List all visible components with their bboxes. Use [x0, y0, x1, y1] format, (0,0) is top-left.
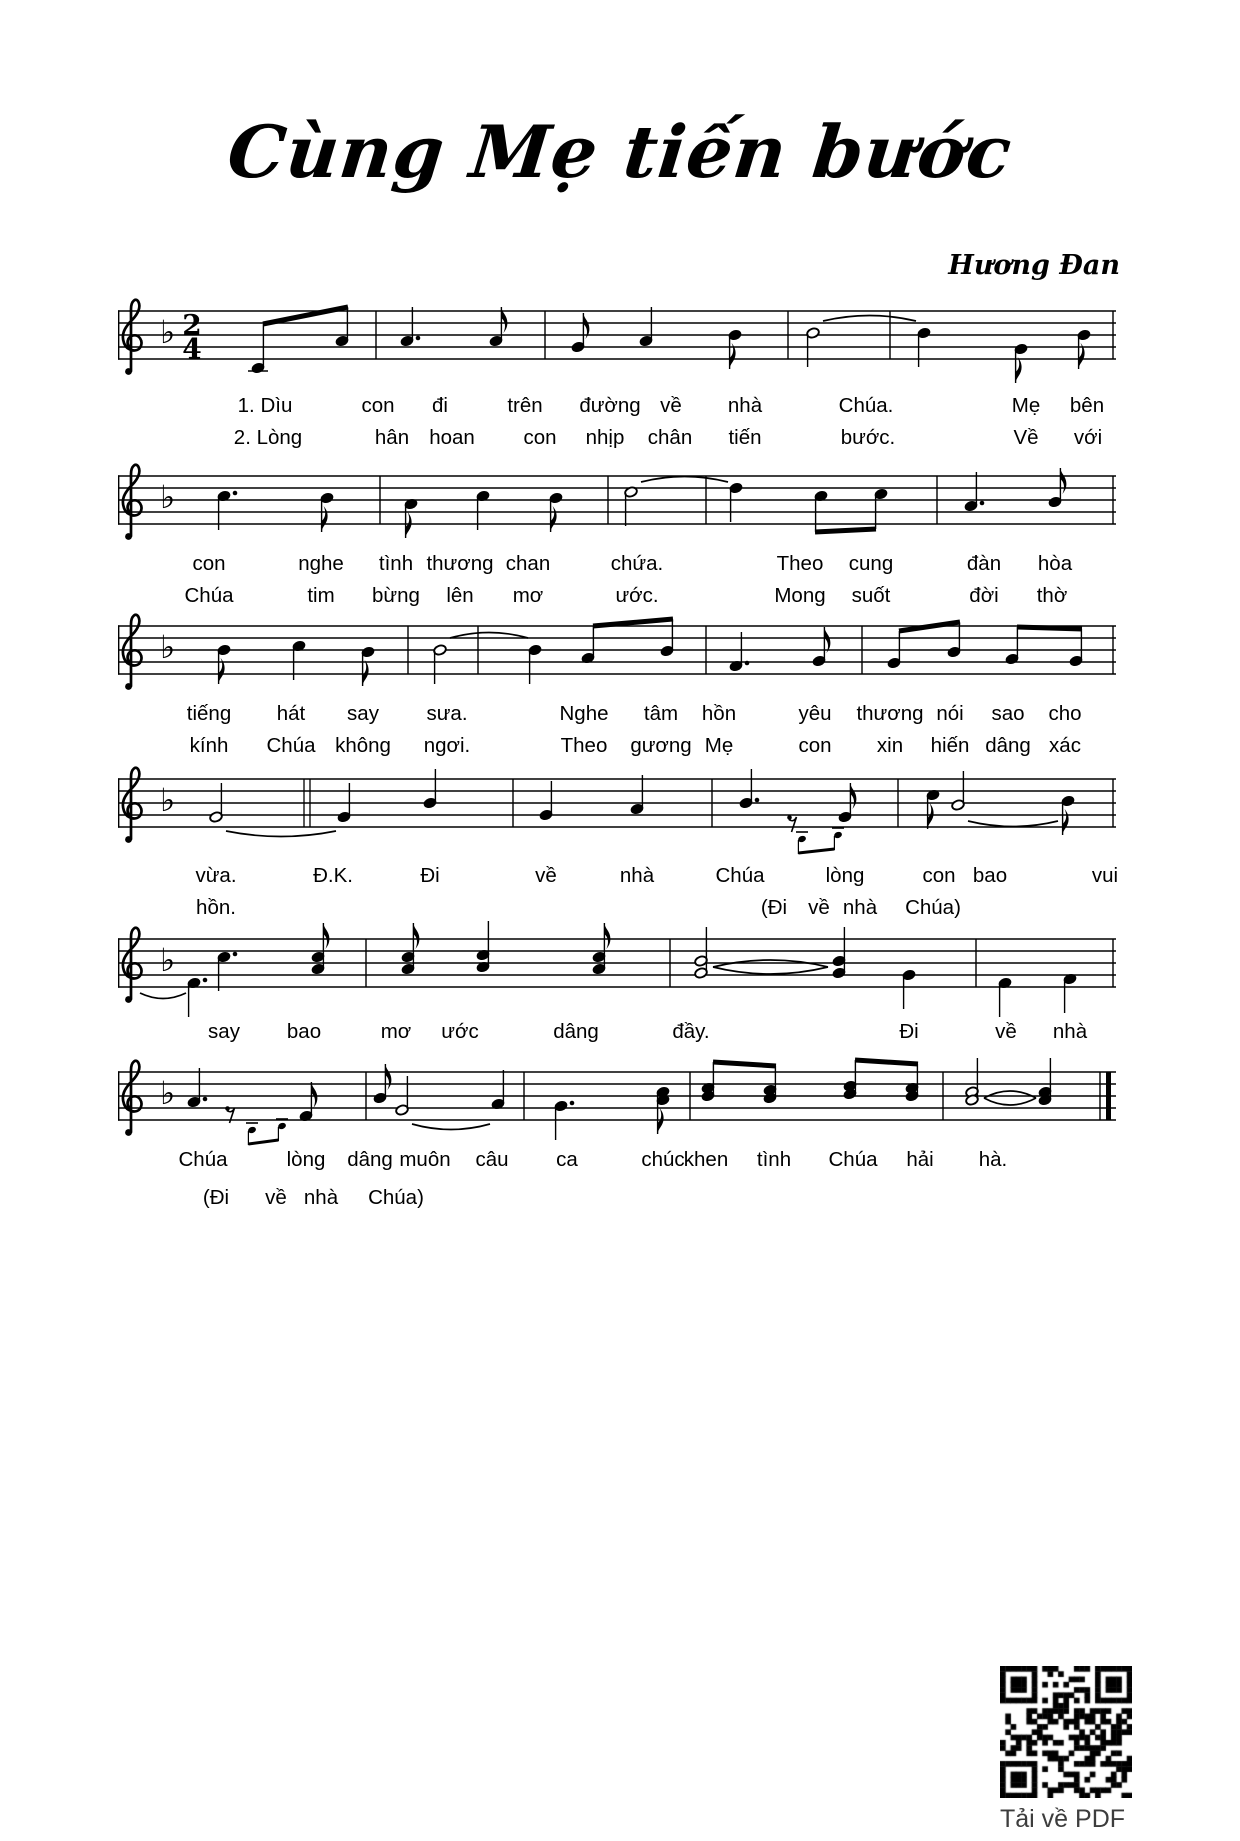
augmentation-dot — [416, 336, 421, 341]
eighth-flag — [658, 1108, 664, 1134]
tie — [968, 821, 1058, 827]
note — [624, 486, 638, 526]
beam — [713, 1062, 776, 1066]
lyric-syllable: tim — [307, 584, 335, 607]
tie — [713, 967, 828, 974]
note — [581, 626, 595, 664]
lyric-syllable: hòa — [1037, 552, 1073, 575]
lyric-syllable: nhà — [727, 394, 763, 417]
note — [361, 646, 375, 686]
lyric-syllable: tiến — [728, 426, 762, 449]
clef-tail-dot — [125, 836, 132, 843]
lyric-syllable: con — [361, 394, 395, 417]
staff-system-6 — [100, 1052, 1130, 1160]
note — [433, 644, 447, 684]
eighth-flag — [406, 512, 412, 538]
lyric-row-3-1 — [100, 702, 1160, 728]
lyric-syllable: bước. — [840, 426, 896, 449]
lyric-syllable: bao — [972, 864, 1008, 887]
lyric-syllable: con — [798, 734, 832, 757]
tie — [450, 633, 528, 639]
lyric-syllable: say — [208, 1020, 240, 1043]
lyric-syllable: đi — [432, 394, 448, 417]
note — [728, 329, 742, 369]
tie — [984, 1098, 1036, 1105]
staff-system-4 — [100, 759, 1130, 867]
lyric-syllable: Đ.K. — [313, 864, 353, 887]
note — [404, 498, 418, 538]
time-signature-denominator: 4 — [182, 332, 202, 366]
note — [965, 1058, 979, 1106]
lyric-syllable: Về — [1013, 426, 1039, 449]
lyric-syllable: Chúa — [715, 864, 765, 887]
lyric-syllable: con — [523, 426, 557, 449]
clef-tail-dot — [125, 683, 132, 690]
lyric-syllable: ước — [441, 1020, 479, 1043]
lyric-syllable: Mẹ — [704, 734, 734, 757]
lyric-syllable: cho — [1048, 702, 1082, 725]
lyric-syllable: nhà — [842, 896, 878, 919]
beam — [855, 1060, 918, 1064]
lyric-syllable: (Đi — [760, 896, 788, 919]
lyric-syllable: không — [335, 734, 391, 757]
lyric-syllable: thương — [426, 552, 494, 575]
qr-caption: Tải về PDF — [1000, 1805, 1126, 1833]
note — [812, 627, 831, 667]
note — [187, 1068, 207, 1108]
lyric-syllable: hồn — [701, 702, 737, 725]
lyric-syllable: say — [347, 702, 379, 725]
augmentation-dot — [203, 978, 208, 983]
lyric-syllable: Chúa) — [368, 1186, 424, 1209]
tie — [984, 1091, 1036, 1098]
eighth-flag — [551, 506, 557, 532]
lyric-syllable: cung — [848, 552, 894, 575]
lyric-syllable: về — [535, 864, 557, 887]
lyric-syllable: bao — [286, 1020, 322, 1043]
augmentation-dot — [745, 661, 750, 666]
lyric-syllable: dâng — [985, 734, 1031, 757]
lyric-row-4-1 — [100, 864, 1160, 890]
lyric-syllable: 2. Lòng — [233, 426, 303, 449]
tie — [226, 831, 336, 837]
note — [630, 775, 644, 815]
augmentation-dot — [203, 1097, 208, 1102]
eighth-flag — [1060, 468, 1066, 494]
note — [299, 1082, 318, 1122]
lyric-syllable: nói — [936, 702, 964, 725]
eighth-flag — [1063, 809, 1069, 835]
lyric-syllable: về — [660, 394, 682, 417]
lyric-syllable: về — [265, 1186, 287, 1209]
eighth-rest — [787, 815, 796, 832]
beam — [593, 619, 673, 626]
lyric-syllable: 1. Dìu — [237, 394, 293, 417]
lyric-syllable: nhịp — [585, 426, 625, 449]
lyric-syllable: đàn — [966, 552, 1002, 575]
lyric-syllable: lòng — [286, 1148, 326, 1171]
composer-name: Hương Đan — [948, 250, 1120, 281]
lyric-syllable: muôn — [399, 1148, 451, 1171]
note — [217, 951, 237, 991]
qr-code-icon — [1000, 1666, 1132, 1798]
lyric-syllable: ngơi. — [423, 734, 471, 757]
lyric-syllable: khen — [683, 1148, 729, 1171]
augmentation-dot — [755, 798, 760, 803]
lyric-syllable: tiếng — [186, 702, 232, 725]
lyric-syllable: con — [192, 552, 226, 575]
final-barline-thick — [1106, 1072, 1111, 1120]
lyric-syllable: Chúa — [828, 1148, 878, 1171]
lyric-syllable: hồn. — [196, 896, 236, 919]
lyric-syllable: Mong — [774, 584, 826, 607]
lyric-syllable: nhà — [1052, 1020, 1088, 1043]
lyric-syllable: về — [995, 1020, 1017, 1043]
lyric-syllable: chúc — [641, 1148, 685, 1171]
lyric-syllable: Đi — [420, 864, 440, 887]
lyric-syllable: trên — [507, 394, 543, 417]
lyric-syllable: sao — [991, 702, 1025, 725]
page-title: Cùng Mẹ tiến bước — [223, 109, 1017, 194]
tie — [412, 1124, 490, 1130]
lyric-syllable: chan — [505, 552, 551, 575]
eighth-flag — [311, 1082, 317, 1108]
eighth-flag — [1016, 357, 1022, 383]
eighth-flag — [824, 627, 830, 653]
lyric-syllable: đầy. — [672, 1020, 710, 1043]
clef-tail-dot — [125, 1129, 132, 1136]
eighth-flag — [385, 1064, 391, 1090]
lyric-syllable: câu — [475, 1148, 509, 1171]
lyric-syllable: thờ — [1036, 584, 1068, 607]
lyric-syllable: Theo — [560, 734, 608, 757]
cue-beam — [798, 849, 834, 853]
note — [217, 644, 231, 684]
lyric-syllable: (Đi — [202, 1186, 230, 1209]
key-signature-flat: ♭ — [160, 628, 176, 666]
key-signature-flat: ♭ — [160, 478, 176, 516]
note — [248, 324, 268, 374]
eighth-flag — [850, 783, 856, 809]
eighth-flag — [928, 803, 934, 829]
lyric-syllable: hiến — [930, 734, 970, 757]
lyric-syllable: sưa. — [426, 702, 468, 725]
beam — [815, 529, 876, 532]
lyric-syllable: lên — [446, 584, 474, 607]
key-signature-flat: ♭ — [160, 313, 176, 351]
eighth-flag — [322, 506, 328, 532]
note — [1069, 629, 1083, 667]
note — [491, 1070, 505, 1110]
lyric-syllable: lòng — [825, 864, 865, 887]
lyric-syllable: về — [808, 896, 830, 919]
note — [639, 307, 653, 347]
note — [905, 1064, 919, 1102]
lyric-syllable: hát — [276, 702, 306, 725]
note — [489, 307, 508, 347]
note — [528, 644, 542, 684]
lyric-syllable: hà. — [978, 1148, 1008, 1171]
lyric-row-6-2 — [100, 1186, 1160, 1212]
tie — [823, 316, 916, 322]
eighth-flag — [323, 923, 329, 949]
lyric-syllable: Nghe — [559, 702, 609, 725]
note — [539, 781, 553, 821]
key-signature-flat: ♭ — [160, 1074, 176, 1112]
note — [964, 472, 984, 512]
lyric-syllable: dâng — [553, 1020, 599, 1043]
note — [701, 1062, 715, 1102]
staff-system-2 — [100, 456, 1130, 564]
lyric-syllable: Chúa — [184, 584, 234, 607]
note — [998, 977, 1012, 1017]
lyric-syllable: ước. — [615, 584, 659, 607]
beam — [263, 307, 348, 324]
augmentation-dot — [233, 491, 238, 496]
lyric-syllable: Chúa — [266, 734, 316, 757]
tie — [140, 993, 186, 999]
lyric-row-1-2 — [100, 426, 1160, 452]
clef-tail-dot — [125, 533, 132, 540]
note — [1077, 329, 1091, 369]
note — [926, 789, 940, 829]
note — [1014, 343, 1028, 383]
note — [656, 1086, 670, 1134]
cue-beam — [248, 1140, 278, 1144]
lyric-syllable: nhà — [303, 1186, 339, 1209]
augmentation-dot — [980, 501, 985, 506]
lyric-syllable: chứa. — [610, 552, 664, 575]
note — [814, 490, 828, 532]
note — [1038, 1058, 1052, 1106]
note — [311, 923, 330, 975]
lyric-syllable: thương — [856, 702, 924, 725]
eighth-flag — [413, 923, 419, 949]
staff-system-3 — [100, 606, 1130, 714]
lyric-syllable: bên — [1069, 394, 1105, 417]
qr-block — [1000, 1666, 1132, 1834]
note — [423, 769, 437, 809]
lyric-syllable: Mẹ — [1011, 394, 1041, 417]
lyric-row-3-2 — [100, 734, 1160, 760]
note — [902, 969, 916, 1009]
lyric-row-1-1 — [100, 394, 1160, 420]
lyric-syllable: xác — [1049, 734, 1081, 757]
beam — [1017, 627, 1082, 629]
clef-tail-dot — [125, 368, 132, 375]
staff-system-1 — [100, 291, 1130, 399]
lyric-syllable: với — [1073, 426, 1103, 449]
lyric-syllable: Theo — [776, 552, 824, 575]
lyric-syllable: đời — [969, 584, 999, 607]
lyric-syllable: hải — [906, 1148, 934, 1171]
lyric-syllable: Chúa. — [838, 394, 894, 417]
lyric-syllable: mơ — [380, 1020, 412, 1043]
lyric-syllable: xin — [876, 734, 904, 757]
note — [592, 923, 611, 975]
lyric-syllable: nhà — [619, 864, 655, 887]
lyric-syllable: yêu — [798, 702, 832, 725]
note — [843, 1060, 857, 1100]
lyric-syllable: ca — [556, 1148, 578, 1171]
lyric-syllable: Chúa) — [905, 896, 961, 919]
lyric-row-6-1 — [100, 1148, 1160, 1174]
lyric-row-2-1 — [100, 552, 1160, 578]
key-signature-flat: ♭ — [160, 781, 176, 819]
augmentation-dot — [570, 1101, 575, 1106]
tie — [641, 477, 728, 483]
lyric-syllable: dâng — [347, 1148, 393, 1171]
key-signature-flat: ♭ — [160, 941, 176, 979]
lyric-syllable: Đi — [899, 1020, 919, 1043]
note — [476, 921, 490, 973]
lyric-syllable: kính — [189, 734, 229, 757]
eighth-flag — [604, 923, 610, 949]
lyric-syllable: con — [922, 864, 956, 887]
note — [729, 482, 743, 522]
lyric-syllable: gương — [630, 734, 692, 757]
note — [401, 923, 420, 975]
note — [1063, 973, 1077, 1013]
time-signature-numerator: 2 — [182, 308, 202, 342]
lyric-syllable: tình — [378, 552, 414, 575]
note — [187, 977, 207, 1017]
note — [335, 307, 349, 347]
lyric-syllable: bừng — [372, 584, 420, 607]
note — [874, 488, 888, 529]
note — [947, 622, 961, 658]
lyric-syllable: Chúa — [178, 1148, 228, 1171]
lyric-syllable: vừa. — [195, 864, 237, 887]
note — [694, 927, 708, 979]
lyric-syllable: đường — [579, 394, 641, 417]
lyric-syllable: vui — [1091, 864, 1119, 887]
note — [832, 927, 846, 979]
lyric-row-5-1 — [100, 1020, 1160, 1046]
staff-system-5 — [100, 919, 1130, 1027]
clef-tail-dot — [125, 996, 132, 1003]
lyric-syllable: mơ — [512, 584, 544, 607]
lyric-syllable: nghe — [298, 552, 344, 575]
eighth-flag — [363, 660, 369, 686]
lyric-syllable: suốt — [851, 584, 891, 607]
lyric-syllable: tâm — [643, 702, 679, 725]
note — [1005, 627, 1019, 665]
lyric-syllable: tình — [756, 1148, 792, 1171]
lyric-syllable: hân — [374, 426, 410, 449]
note — [400, 307, 420, 347]
augmentation-dot — [233, 952, 238, 957]
lyric-syllable: chân — [647, 426, 693, 449]
lyric-syllable: hoan — [429, 426, 475, 449]
